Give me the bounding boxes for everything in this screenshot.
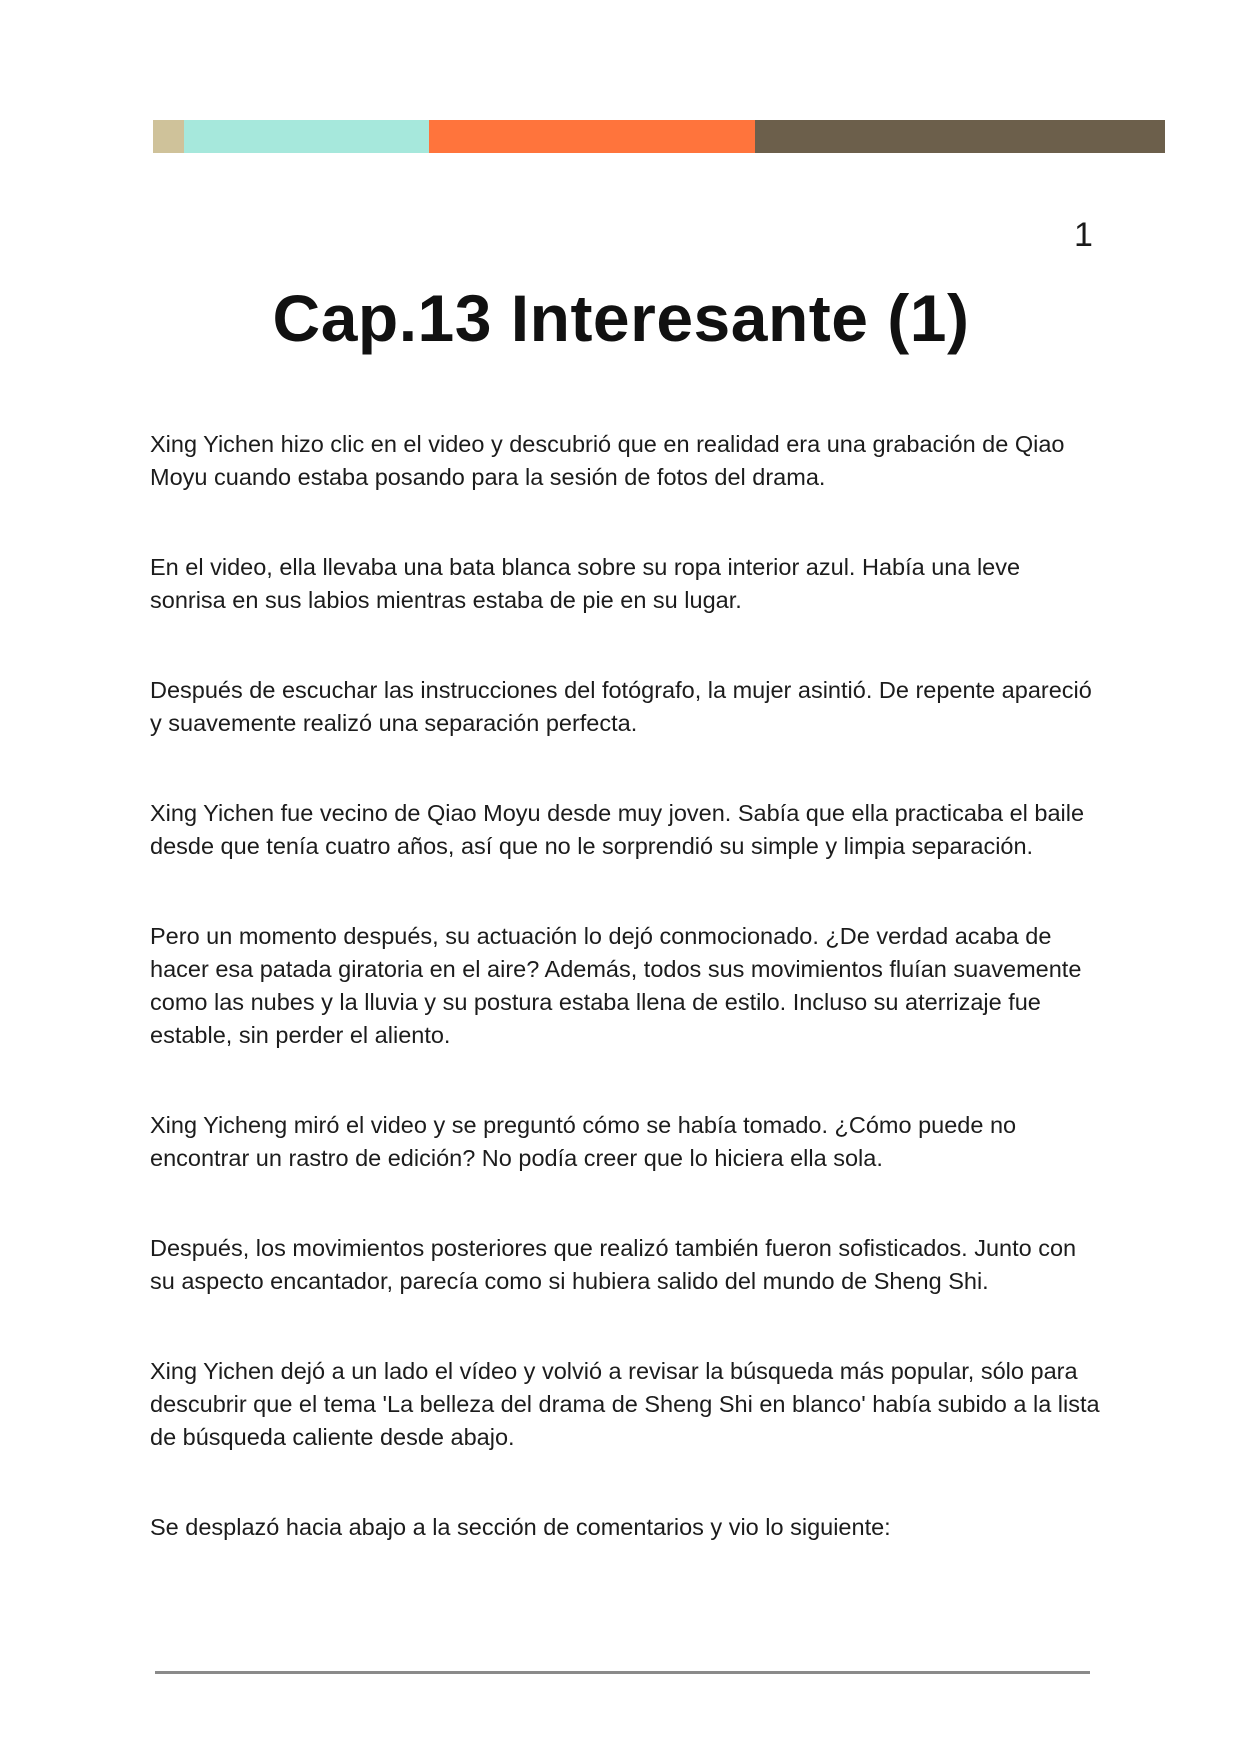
chapter-title: Cap.13 Interesante (1) [272,281,970,355]
page-number: 1 [1074,216,1093,254]
paragraph: Después, los movimientos posteriores que realizó también fueron sofisticados. Junto con su aspecto encantador, parecía como si hubiera salido del mundo de Sheng Shi. [150,1235,1077,1294]
paragraph: Después de escuchar las instrucciones del fotógrafo, la mujer asintió. De repente apareció y suavemente realizó una separación perfecta. [150,677,1092,736]
paragraph: En el video, ella llevaba una bata blanca sobre su ropa interior azul. Había una leve sonrisa en sus labios mientras estaba de pie en su lugar. [150,554,1021,613]
paragraph: Xing Yichen hizo clic en el video y descubrió que en realidad era una grabación de Qiao Moyu cuando estaba posando para la sesión de fotos del drama. [150,431,1065,490]
color-bar-segment-orange [429,120,755,153]
footer-divider [155,1671,1090,1674]
paragraph: Xing Yichen fue vecino de Qiao Moyu desde muy joven. Sabía que ella practicaba el baile desde que tenía cuatro años, así que no le sorprendió su simple y limpia separación. [150,800,1085,859]
color-bar-segment-mint [184,120,429,153]
paragraph: Se desplazó hacia abajo a la sección de comentarios y vio lo siguiente: [150,1514,891,1540]
paragraph: Xing Yichen dejó a un lado el vídeo y volvió a revisar la búsqueda más popular, sólo para descubrir que el tema 'La belleza del drama de Sheng Shi en blanco' había subido a la lista de búsqueda caliente desde abajo. [150,1358,1100,1450]
header-color-bar [153,120,1165,153]
paragraph: Xing Yicheng miró el video y se preguntó cómo se había tomado. ¿Cómo puede no encontrar un rastro de edición? No podía creer que lo hiciera ella sola. [150,1112,1017,1171]
color-bar-segment-brown [755,120,1165,153]
paragraph: Pero un momento después, su actuación lo dejó conmocionado. ¿De verdad acaba de hacer esa patada giratoria en el aire? Además, todos sus movimientos fluían suavemente como las nubes y la lluvia y su postura estaba llena de estilo. Incluso su aterrizaje fue estable, sin perder el aliento. [150,923,1082,1048]
color-bar-segment-tan [153,120,184,153]
chapter-body [150,428,1100,1601]
